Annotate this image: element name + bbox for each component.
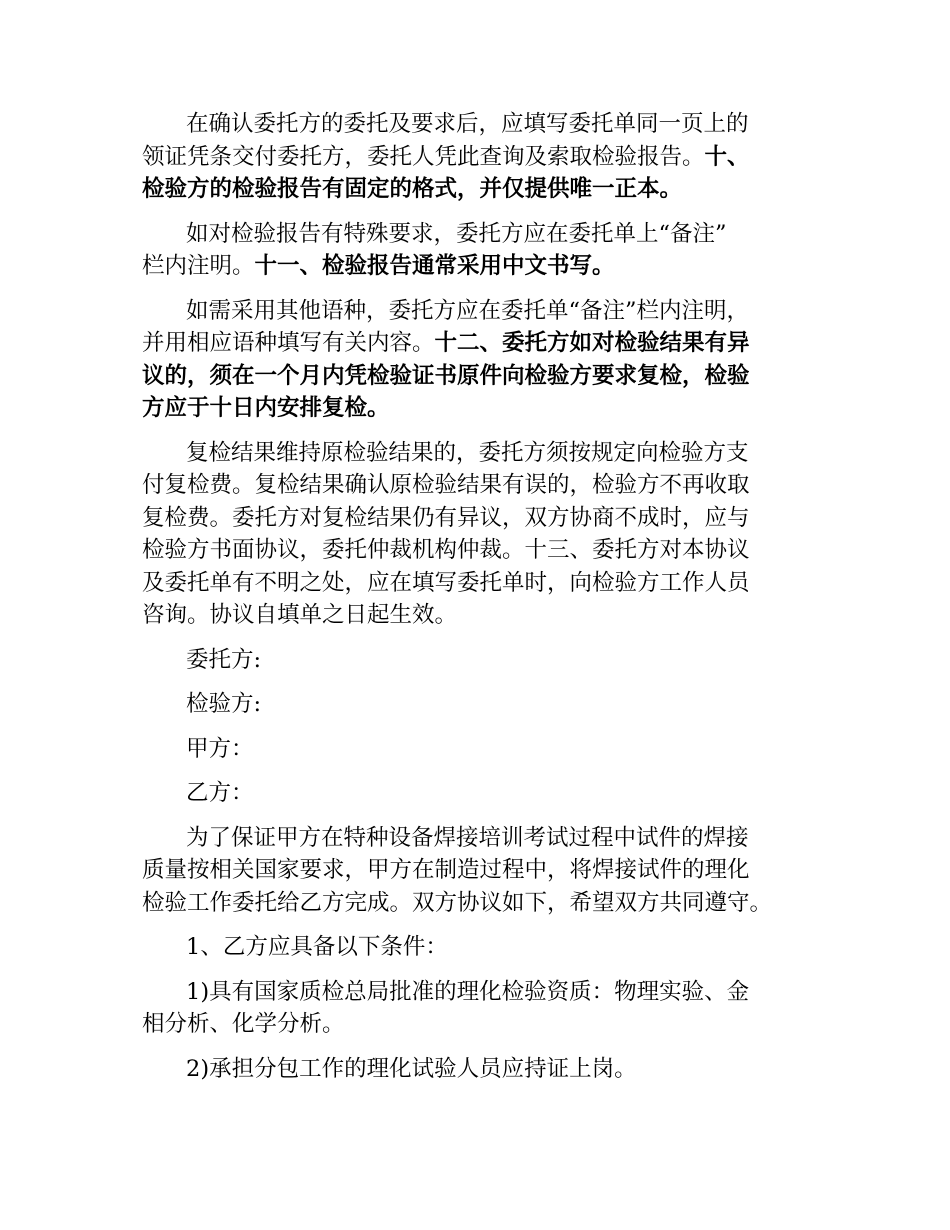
line-text: 并用相应语种填写有关内容。 xyxy=(142,330,435,356)
document-body xyxy=(142,108,832,1085)
line-text: 如对检验报告有特殊要求，委托方应在委托单上“备注” xyxy=(186,220,727,247)
text-line xyxy=(142,854,832,887)
line-text: 相分析、化学分析。 xyxy=(142,1011,345,1037)
paragraph xyxy=(142,108,832,206)
text-line xyxy=(142,733,832,766)
line-text: 检验工作委托给乙方完成。双方协议如下，希望双方共同遵守。 xyxy=(142,889,773,916)
text-line xyxy=(142,688,832,721)
paragraph xyxy=(142,437,832,632)
text-line xyxy=(142,141,832,174)
text-line xyxy=(142,502,832,535)
bold-text: 方应于十日内安排复检。 xyxy=(142,395,390,421)
paragraph xyxy=(142,1053,832,1086)
line-text: 委托方: xyxy=(186,646,262,673)
line-text: 为了保证甲方在特种设备焊接培训考试过程中试件的焊接 xyxy=(186,824,749,851)
text-line xyxy=(142,360,832,393)
paragraph xyxy=(142,295,832,425)
text-line xyxy=(142,1008,832,1041)
paragraph xyxy=(142,822,832,920)
paragraph xyxy=(142,976,832,1041)
line-text: 复检结果维持原检验结果的，委托方须按规定向检验方支 xyxy=(186,439,749,466)
text-line xyxy=(142,250,832,283)
line-text: 咨询。协议自填单之日起生效。 xyxy=(142,602,458,628)
paragraph xyxy=(142,218,832,283)
paragraph xyxy=(142,931,832,964)
line-text: 检验方: xyxy=(186,691,262,717)
line-text: 1)具有国家质检总局批准的理化检验资质：物理实验、金 xyxy=(186,978,750,1005)
line-text: 领证凭条交付委托方，委托人凭此查询及索取检验报告。 xyxy=(142,143,705,170)
bold-text: 十一、检验报告通常采用中文书写。 xyxy=(254,253,615,279)
paragraph xyxy=(142,644,832,677)
text-line xyxy=(142,108,832,141)
line-text: 乙方： xyxy=(186,780,254,806)
line-text: 复检费。委托方对复检结果仍有异议，双方协商不成时，应与 xyxy=(142,504,750,531)
line-text: 2)承担分包工作的理化试验人员应持证上岗。 xyxy=(186,1055,637,1082)
line-text: 付复检费。复检结果确认原检验结果有误的，检验方不再收取 xyxy=(142,472,750,498)
text-line xyxy=(142,887,832,920)
text-line xyxy=(142,392,832,425)
bold-text: 检验方的检验报告有固定的格式，并仅提供唯一正本。 xyxy=(142,176,683,202)
line-text: 如需采用其他语种，委托方应在委托单“备注”栏内注明， xyxy=(186,297,750,324)
text-line xyxy=(142,534,832,567)
bold-text: 议的，须在一个月内凭检验证书原件向检验方要求复检，检验 xyxy=(142,362,750,389)
text-line xyxy=(142,931,832,964)
bold-text: 十、 xyxy=(704,143,750,170)
line-text: 甲方： xyxy=(186,735,254,762)
paragraph xyxy=(142,733,832,766)
text-line xyxy=(142,976,832,1009)
text-line xyxy=(142,644,832,677)
bold-text: 十二、委托方如对检验结果有异 xyxy=(434,330,750,356)
line-text: 质量按相关国家要求，甲方在制造过程中，将焊接试件的理化 xyxy=(142,857,750,883)
text-line xyxy=(142,295,832,328)
line-text: 栏内注明。 xyxy=(142,253,255,279)
text-line xyxy=(142,173,832,206)
line-text: 及委托单有不明之处，应在填写委托单时，向检验方工作人员 xyxy=(142,569,750,596)
text-line xyxy=(142,567,832,600)
text-line xyxy=(142,822,832,855)
line-text: 检验方书面协议，委托仲裁机构仲裁。十三、委托方对本协议 xyxy=(142,537,750,563)
text-line xyxy=(142,218,832,251)
text-line xyxy=(142,437,832,470)
text-line xyxy=(142,327,832,360)
text-line xyxy=(142,599,832,632)
text-line xyxy=(142,1053,832,1086)
text-line xyxy=(142,777,832,810)
line-text: 1、乙方应具备以下条件： xyxy=(186,934,448,960)
paragraph xyxy=(142,777,832,810)
text-line xyxy=(142,469,832,502)
line-text: 在确认委托方的委托及要求后，应填写委托单同一页上的 xyxy=(186,111,749,137)
paragraph xyxy=(142,688,832,721)
